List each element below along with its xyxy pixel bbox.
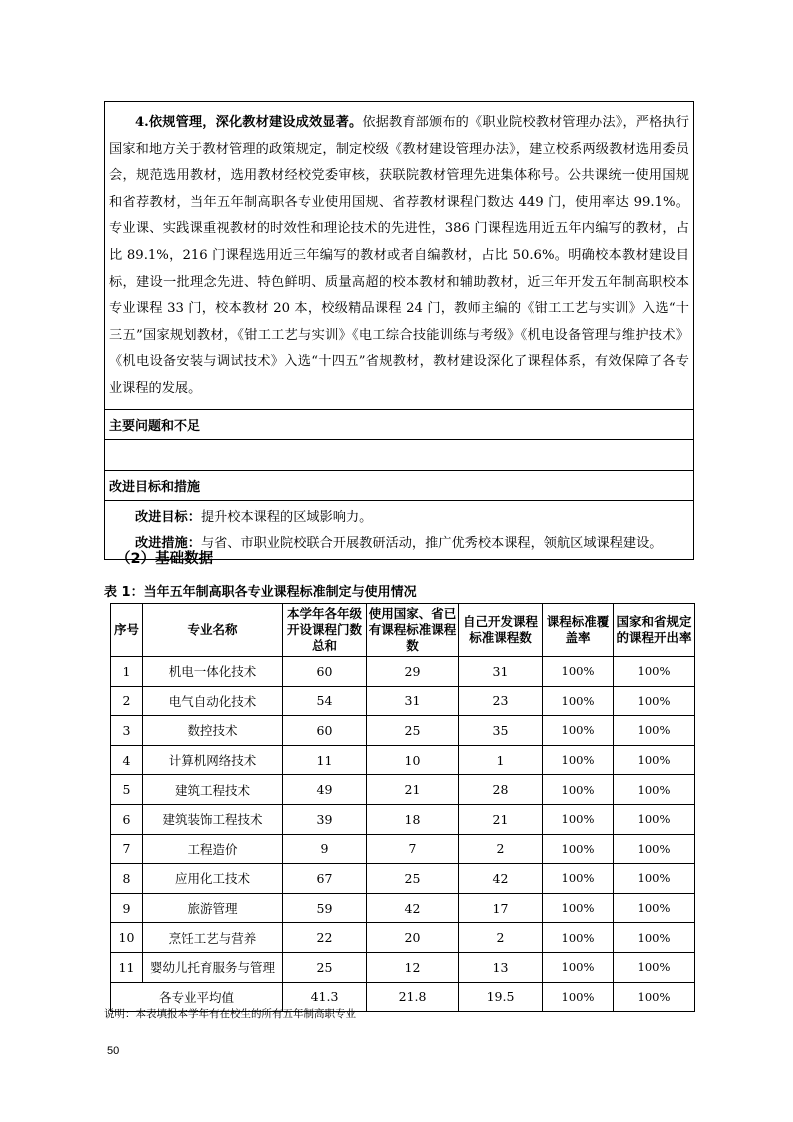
table-cell: 11 <box>283 745 367 775</box>
improve-goal-label: 改进目标： <box>135 509 201 525</box>
table-note: 说明：本表填报本学年有在校生的所有五年制高职专业 <box>104 1008 356 1020</box>
table-cell: 35 <box>459 716 543 746</box>
table-cell: 100% <box>614 775 695 805</box>
table-cell: 100% <box>543 864 614 894</box>
header-cell: 本学年各年级开设课程门数总和 <box>283 604 367 657</box>
table-cell: 25 <box>367 864 459 894</box>
table-cell: 1 <box>111 657 143 687</box>
table-cell: 电气自动化技术 <box>143 686 283 716</box>
header-cell: 课程标准覆盖率 <box>543 604 614 657</box>
table-cell: 13 <box>459 952 543 982</box>
table-cell: 100% <box>614 952 695 982</box>
table-row <box>111 716 695 746</box>
table-cell: 42 <box>459 864 543 894</box>
table-cell: 100% <box>543 834 614 864</box>
table-cell: 2 <box>459 834 543 864</box>
table-cell: 100% <box>614 745 695 775</box>
average-label: 各专业平均值 <box>111 982 283 1012</box>
table-cell: 100% <box>614 716 695 746</box>
section-title: （2）基础数据 <box>116 551 214 567</box>
table-row <box>111 804 695 834</box>
table-cell: 数控技术 <box>143 716 283 746</box>
table-cell: 21 <box>367 775 459 805</box>
table-cell: 7 <box>367 834 459 864</box>
table-cell: 机电一体化技术 <box>143 657 283 687</box>
section4-body: 依据教育部颁布的《职业院校教材管理办法》，严格执行国家和地方关于教材管理的政策规定，制定校级《教材建设管理办法》，建立校系两级教材选用委员会，规范选用教材，选用教材经校党委审核，获联院教材管理先进集体称号。公共课统一使用国规和省荐教材，当年五年制高职各专业使用国规、省荐教材课程门数达 449 门，使用率达 99.1%。专业课、实践课重视教材的时效性和理论技术的先进性，386 门课程选用近五年内编写的教材，占比 89.1%，216 门课程选用近三年编写的教材或者自编教材，占比 50.6%。明确校本教材建设目标，建设一批理念先进、特色鲜明、质量高超的校本教材和辅助教材，近三年开发五年制高职校本专业课程 33 门，校本教材 20 本，校级精品课程 24 门，教师主编的《钳工工艺与实训》入选“十三五”国家规划教材，《钳工工艺与实训》《电工综合技能训练与考级》《机电设备管理与维护技术》《机电设备安装与调试技术》入选“十四五”省规教材，教材建设深化了课程体系，有效保障了各专业课程的发展。 <box>109 115 689 396</box>
table-cell: 59 <box>283 893 367 923</box>
table-cell: 100% <box>614 923 695 953</box>
table-cell: 22 <box>283 923 367 953</box>
table-row <box>111 834 695 864</box>
table-cell: 25 <box>367 716 459 746</box>
data-table <box>110 603 695 1012</box>
table-row <box>111 923 695 953</box>
improve-measure-text: 与省、市职业院校联合开展教研活动，推广优秀校本课程，领航区域课程建设。 <box>200 535 663 551</box>
improve-goal-text: 提升校本课程的区域影响力。 <box>200 509 373 525</box>
header-cell: 序号 <box>111 604 143 657</box>
table-cell: 100% <box>614 804 695 834</box>
table-caption: 表 1：当年五年制高职各专业课程标准制定与使用情况 <box>104 585 417 600</box>
table-cell: 2 <box>111 686 143 716</box>
table-cell: 计算机网络技术 <box>143 745 283 775</box>
header-cell: 国家和省规定的课程开出率 <box>614 604 695 657</box>
table-cell: 烹饪工艺与营养 <box>143 923 283 953</box>
table-cell: 25 <box>283 952 367 982</box>
table-cell: 28 <box>459 775 543 805</box>
table-cell: 31 <box>367 686 459 716</box>
table-cell: 100% <box>543 716 614 746</box>
table-cell: 60 <box>283 657 367 687</box>
table-cell: 67 <box>283 864 367 894</box>
table-cell: 29 <box>367 657 459 687</box>
table-header-row <box>111 604 695 657</box>
section4-paragraph <box>105 102 694 410</box>
table-cell: 9 <box>283 834 367 864</box>
improve-goal <box>109 505 689 531</box>
average-cell: 100% <box>543 982 614 1012</box>
table-cell: 6 <box>111 804 143 834</box>
table-cell: 100% <box>614 834 695 864</box>
table-cell: 100% <box>614 893 695 923</box>
table-cell: 建筑工程技术 <box>143 775 283 805</box>
table-row <box>111 657 695 687</box>
header-cell: 自己开发课程标准课程数 <box>459 604 543 657</box>
table-cell: 5 <box>111 775 143 805</box>
table-cell: 100% <box>543 893 614 923</box>
improve-measure-label: 改进措施： <box>135 535 201 551</box>
table-cell: 31 <box>459 657 543 687</box>
table-cell: 旅游管理 <box>143 893 283 923</box>
table-cell: 100% <box>543 952 614 982</box>
average-cell: 21.8 <box>367 982 459 1012</box>
table-cell: 3 <box>111 716 143 746</box>
header-cell: 专业名称 <box>143 604 283 657</box>
table-row <box>111 952 695 982</box>
table-cell: 100% <box>543 686 614 716</box>
table-cell: 100% <box>543 745 614 775</box>
table-cell: 7 <box>111 834 143 864</box>
table-row <box>111 745 695 775</box>
page-number: 50 <box>107 1045 120 1057</box>
table-cell: 100% <box>614 657 695 687</box>
table-cell: 8 <box>111 864 143 894</box>
table-cell: 39 <box>283 804 367 834</box>
section4-lead: 4.依规管理，深化教材建设成效显著。 <box>135 115 363 130</box>
table-cell: 42 <box>367 893 459 923</box>
table-cell: 10 <box>367 745 459 775</box>
table-cell: 11 <box>111 952 143 982</box>
average-cell: 41.3 <box>283 982 367 1012</box>
table-cell: 100% <box>614 864 695 894</box>
report-box <box>104 101 694 560</box>
table-cell: 1 <box>459 745 543 775</box>
table-cell: 18 <box>367 804 459 834</box>
table-cell: 12 <box>367 952 459 982</box>
table-cell: 54 <box>283 686 367 716</box>
table-cell: 21 <box>459 804 543 834</box>
table-cell: 9 <box>111 893 143 923</box>
header-cell: 使用国家、省已有课程标准课程数 <box>367 604 459 657</box>
table-cell: 应用化工技术 <box>143 864 283 894</box>
table-cell: 100% <box>543 804 614 834</box>
table-cell: 100% <box>543 923 614 953</box>
table-cell: 10 <box>111 923 143 953</box>
problems-header: 主要问题和不足 <box>105 409 694 439</box>
table-row <box>111 775 695 805</box>
table-cell: 49 <box>283 775 367 805</box>
table-cell: 20 <box>367 923 459 953</box>
table-cell: 工程造价 <box>143 834 283 864</box>
table-cell: 100% <box>543 775 614 805</box>
improve-header: 改进目标和措施 <box>105 470 694 500</box>
table-row <box>111 893 695 923</box>
table-cell: 60 <box>283 716 367 746</box>
table-cell: 建筑装饰工程技术 <box>143 804 283 834</box>
table-row <box>111 686 695 716</box>
average-cell: 100% <box>614 982 695 1012</box>
table-cell: 100% <box>543 657 614 687</box>
table-cell: 23 <box>459 686 543 716</box>
problems-body <box>105 439 694 470</box>
table-row <box>111 864 695 894</box>
table-cell: 4 <box>111 745 143 775</box>
table-cell: 婴幼儿托育服务与管理 <box>143 952 283 982</box>
table-cell: 2 <box>459 923 543 953</box>
table-cell: 100% <box>614 686 695 716</box>
table-cell: 17 <box>459 893 543 923</box>
average-cell: 19.5 <box>459 982 543 1012</box>
